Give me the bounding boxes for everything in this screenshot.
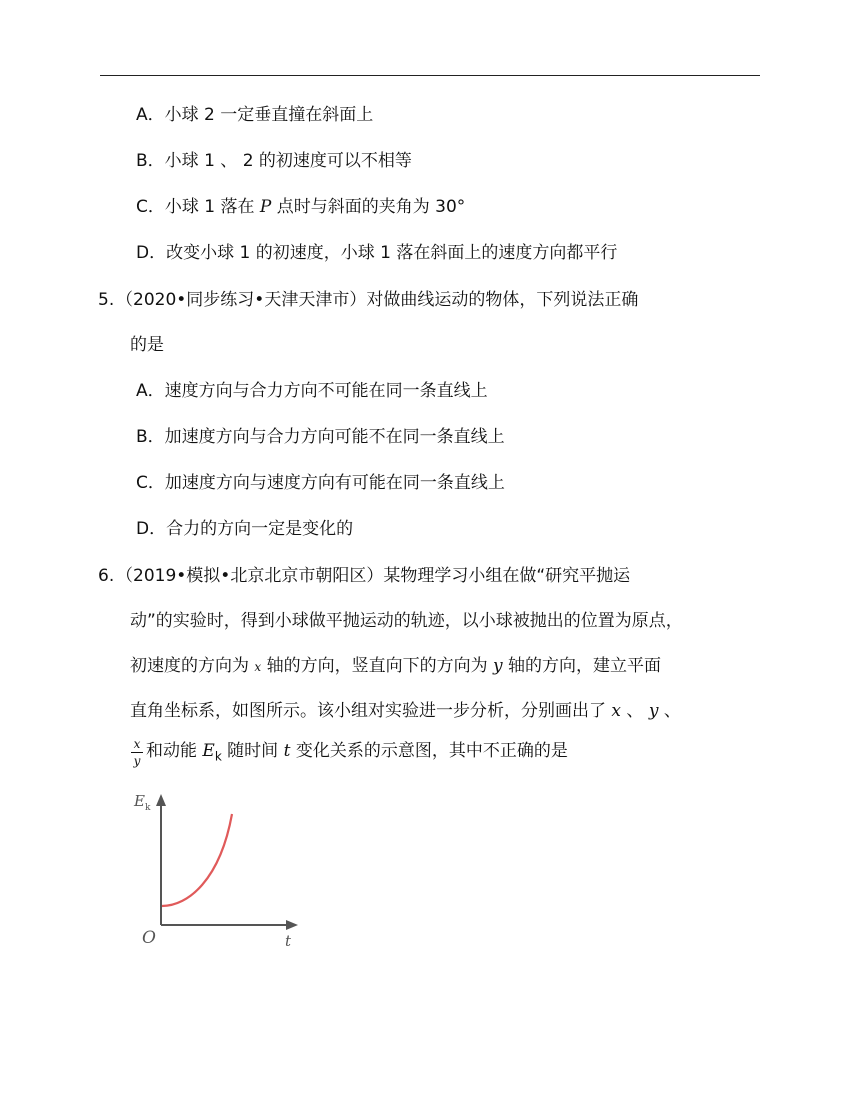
q6-line3-c: 轴的方向，建立平面 [502,656,662,676]
q6-line5-k: k [214,749,222,764]
q6-line4 [130,700,681,722]
q4-option-b: B．小球 1 、 2 的初速度可以不相等 [136,151,412,171]
fraction-numerator: x [133,737,141,751]
q6-line3-b: 轴的方向，竖直向下的方向为 [261,656,493,676]
fraction-bar [131,752,143,753]
q6-line5-a: 和动能 [146,741,203,761]
q6-line1: （2019•模拟•北京北京市朝阳区）某物理学习小组在做“研究平抛运 [116,566,631,586]
ek-time-graph [128,780,308,950]
q6-line4-sep2: 、 [658,701,681,721]
fraction-denominator: y [133,754,141,768]
q6-number: 6. [98,566,115,586]
q5-option-d: D．合力的方向一定是变化的 [136,519,354,539]
q6-line5 [146,740,568,767]
x-axis-label: t [285,932,292,950]
q4-option-c [136,196,465,218]
q6-line4-a: 直角坐标系，如图所示。该小组对实验进一步分析，分别画出了 [130,701,612,721]
q6-line4-sep1: 、 [621,701,649,721]
q6-line3-a: 初速度的方向为 [130,656,255,676]
q5-stem-line2: 的是 [130,335,164,355]
q6-line3-x: x [254,660,262,674]
q5-option-c: C．加速度方向与速度方向有可能在同一条直线上 [136,473,505,493]
q4-option-c-post: 点时与斜面的夹角为 30° [271,197,466,217]
q6-line5-E: E [202,741,215,761]
q5-number: 5. [98,290,115,310]
q6-line3 [130,655,661,678]
q4-option-d: D．改变小球 1 的初速度，小球 1 落在斜面上的速度方向都平行 [136,243,618,263]
q6-line4-y: y [648,701,659,721]
q6-line2: 动”的实验时，得到小球做平抛运动的轨迹，以小球被抛出的位置为原点， [130,611,683,631]
y-axis-label-sub: k [145,803,151,813]
q6-line5-c: 变化关系的示意图，其中不正确的是 [290,741,568,761]
y-axis-label: E [134,792,145,810]
y-axis-arrow-icon [156,794,166,806]
origin-label: O [142,928,156,948]
header-rule [100,75,760,76]
q6-line5-t: t [283,741,291,761]
q5-option-b: B．加速度方向与合力方向可能不在同一条直线上 [136,427,505,447]
q6-line3-y: y [493,656,503,676]
q4-option-c-pre: C．小球 1 落在 [136,197,260,217]
q5-option-a: A．速度方向与合力方向不可能在同一条直线上 [136,381,488,401]
q5-stem-line1: （2020•同步练习•天津天津市）对做曲线运动的物体，下列说法正确 [116,290,639,310]
q4-option-a: A．小球 2 一定垂直撞在斜面上 [136,105,374,125]
ek-curve [162,814,232,906]
x-axis-arrow-icon [286,920,298,930]
q6-fraction-x-over-y [130,737,144,768]
q6-line5-b: 随时间 [221,741,284,761]
q6-line4-x: x [611,701,621,721]
q4-option-c-var: P [259,197,272,217]
